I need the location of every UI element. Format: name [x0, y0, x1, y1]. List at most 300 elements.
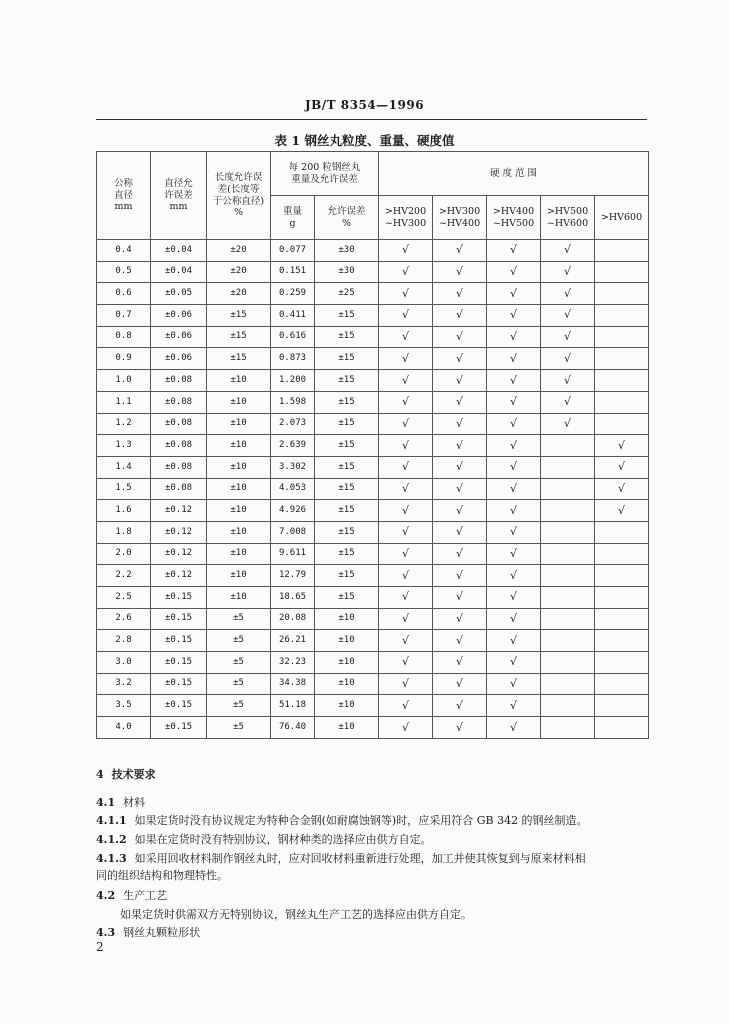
cell-weight-tolerance: ±10 [315, 608, 379, 630]
cell-hardness-3 [487, 521, 541, 543]
cell-weight-tolerance: ±10 [315, 673, 379, 695]
check-mark-icon: √ [563, 416, 571, 430]
check-mark-icon: √ [509, 416, 517, 430]
header-nominal-diameter [97, 152, 151, 240]
cell-hardness-1 [379, 261, 433, 283]
check-mark-icon: √ [509, 655, 517, 669]
cell-weight-tolerance: ±10 [315, 717, 379, 739]
cell-hardness-4 [541, 305, 595, 327]
check-mark-icon: √ [563, 330, 571, 344]
cell-hardness-4 [541, 435, 595, 457]
cell-nominal-diameter: 0.7 [97, 305, 151, 327]
header-text: 每 200 粒钢丝丸 [288, 161, 361, 173]
cell-weight: 20.08 [271, 608, 315, 630]
cell-diameter-tolerance: ±0.08 [151, 478, 207, 500]
cell-weight-tolerance: ±15 [315, 305, 379, 327]
check-mark-icon: √ [455, 612, 463, 626]
cell-hardness-2 [433, 673, 487, 695]
cell-hardness-4 [541, 652, 595, 674]
check-mark-icon: √ [455, 265, 463, 279]
cell-weight: 18.65 [271, 587, 315, 609]
cell-nominal-diameter: 0.8 [97, 326, 151, 348]
cell-hardness-1 [379, 435, 433, 457]
check-mark-icon: √ [401, 590, 409, 604]
cell-hardness-3 [487, 283, 541, 305]
cell-hardness-1 [379, 456, 433, 478]
check-mark-icon: √ [509, 612, 517, 626]
check-mark-icon: √ [509, 373, 517, 387]
cell-hardness-1 [379, 608, 433, 630]
cell-diameter-tolerance: ±0.15 [151, 717, 207, 739]
cell-hardness-1 [379, 717, 433, 739]
header-text: >HV500 [546, 205, 589, 217]
check-mark-icon: √ [455, 351, 463, 365]
cell-length-tolerance: ±10 [207, 565, 271, 587]
cell-hardness-3 [487, 630, 541, 652]
cell-hardness-4 [541, 608, 595, 630]
check-mark-icon: √ [401, 525, 409, 539]
check-mark-icon: √ [401, 547, 409, 561]
cell-nominal-diameter: 0.9 [97, 348, 151, 370]
cell-hardness-2 [433, 695, 487, 717]
cell-nominal-diameter: 1.0 [97, 370, 151, 392]
clause-4-1-3-continued [96, 868, 648, 884]
cell-hardness-3 [487, 370, 541, 392]
check-mark-icon: √ [563, 243, 571, 257]
cell-hardness-5 [595, 283, 649, 305]
section-4-1-heading [96, 795, 648, 811]
check-mark-icon: √ [401, 265, 409, 279]
cell-hardness-4 [541, 478, 595, 500]
cell-weight-tolerance: ±15 [315, 500, 379, 522]
cell-hardness-1 [379, 370, 433, 392]
check-mark-icon: √ [401, 308, 409, 322]
cell-weight: 51.18 [271, 695, 315, 717]
cell-weight: 2.073 [271, 413, 315, 435]
cell-weight-tolerance: ±15 [315, 391, 379, 413]
clause-4-1-3 [96, 851, 648, 867]
cell-hardness-1 [379, 240, 433, 262]
check-mark-icon: √ [509, 265, 517, 279]
cell-hardness-5 [595, 413, 649, 435]
cell-weight-tolerance: ±15 [315, 521, 379, 543]
header-text: 重量及允许误差 [291, 173, 358, 185]
cell-hardness-5 [595, 326, 649, 348]
check-mark-icon: √ [455, 286, 463, 300]
cell-hardness-5 [595, 370, 649, 392]
cell-hardness-3 [487, 478, 541, 500]
cell-diameter-tolerance: ±0.08 [151, 456, 207, 478]
check-mark-icon: √ [618, 481, 626, 495]
section-number: 4.2 [96, 889, 116, 902]
cell-diameter-tolerance: ±0.04 [151, 240, 207, 262]
cell-hardness-3 [487, 673, 541, 695]
table-row [97, 500, 649, 522]
cell-hardness-2 [433, 717, 487, 739]
table-row [97, 348, 649, 370]
cell-weight-tolerance: ±15 [315, 348, 379, 370]
check-mark-icon: √ [455, 503, 463, 517]
cell-weight: 2.639 [271, 435, 315, 457]
cell-diameter-tolerance: ±0.06 [151, 305, 207, 327]
cell-hardness-1 [379, 695, 433, 717]
cell-hardness-2 [433, 521, 487, 543]
section-title: 材料 [123, 796, 146, 809]
cell-nominal-diameter: 1.5 [97, 478, 151, 500]
table-row [97, 608, 649, 630]
cell-length-tolerance: ±5 [207, 695, 271, 717]
check-mark-icon: √ [509, 351, 517, 365]
cell-length-tolerance: ±15 [207, 348, 271, 370]
check-mark-icon: √ [509, 590, 517, 604]
cell-weight: 0.411 [271, 305, 315, 327]
cell-weight: 3.302 [271, 456, 315, 478]
clause-text: 如采用回收材料制作钢丝丸时，应对回收材料重新进行处理，加工并使其恢复到与原来材料相 [134, 852, 586, 865]
cell-weight-tolerance: ±10 [315, 695, 379, 717]
check-mark-icon: √ [563, 308, 571, 322]
clause-number: 4.1.1 [96, 814, 127, 827]
cell-weight: 4.053 [271, 478, 315, 500]
cell-length-tolerance: ±10 [207, 413, 271, 435]
table-row [97, 283, 649, 305]
page-number: 2 [96, 940, 104, 954]
header-text: >HV600 [600, 211, 643, 223]
cell-hardness-4 [541, 543, 595, 565]
cell-weight-tolerance: ±15 [315, 478, 379, 500]
check-mark-icon: √ [509, 286, 517, 300]
table-row [97, 261, 649, 283]
cell-hardness-2 [433, 326, 487, 348]
cell-hardness-2 [433, 435, 487, 457]
check-mark-icon: √ [618, 460, 626, 474]
header-hardness-5 [595, 196, 649, 240]
cell-weight-tolerance: ±15 [315, 370, 379, 392]
check-mark-icon: √ [401, 655, 409, 669]
check-mark-icon: √ [563, 286, 571, 300]
section-4-heading [96, 767, 648, 783]
check-mark-icon: √ [455, 481, 463, 495]
cell-hardness-1 [379, 543, 433, 565]
cell-hardness-2 [433, 240, 487, 262]
header-weight-group [271, 152, 379, 196]
check-mark-icon: √ [401, 373, 409, 387]
section-title: 技术要求 [111, 768, 156, 781]
cell-weight: 4.926 [271, 500, 315, 522]
check-mark-icon: √ [455, 720, 463, 734]
check-mark-icon: √ [455, 460, 463, 474]
check-mark-icon: √ [509, 698, 517, 712]
cell-hardness-2 [433, 500, 487, 522]
cell-hardness-3 [487, 348, 541, 370]
check-mark-icon: √ [455, 416, 463, 430]
cell-hardness-4 [541, 630, 595, 652]
cell-hardness-3 [487, 435, 541, 457]
table-row [97, 673, 649, 695]
check-mark-icon: √ [401, 243, 409, 257]
check-mark-icon: √ [401, 395, 409, 409]
cell-weight-tolerance: ±25 [315, 283, 379, 305]
cell-hardness-1 [379, 283, 433, 305]
cell-hardness-5 [595, 630, 649, 652]
check-mark-icon: √ [509, 503, 517, 517]
check-mark-icon: √ [401, 677, 409, 691]
cell-diameter-tolerance: ±0.05 [151, 283, 207, 305]
cell-hardness-1 [379, 673, 433, 695]
table-row [97, 435, 649, 457]
check-mark-icon: √ [509, 243, 517, 257]
clause-text: 如果定货时供需双方无特别协议，钢丝丸生产工艺的选择应由供方自定。 [120, 908, 472, 921]
check-mark-icon: √ [509, 395, 517, 409]
document-header: JB/T 8354—1996 [304, 98, 425, 112]
table-row [97, 391, 649, 413]
header-hardness-2 [433, 196, 487, 240]
check-mark-icon: √ [563, 373, 571, 387]
cell-weight: 0.873 [271, 348, 315, 370]
table-row [97, 413, 649, 435]
cell-nominal-diameter: 3.5 [97, 695, 151, 717]
cell-weight: 0.259 [271, 283, 315, 305]
cell-length-tolerance: ±5 [207, 608, 271, 630]
cell-nominal-diameter: 1.3 [97, 435, 151, 457]
cell-hardness-3 [487, 326, 541, 348]
check-mark-icon: √ [455, 395, 463, 409]
cell-hardness-2 [433, 587, 487, 609]
cell-nominal-diameter: 1.6 [97, 500, 151, 522]
check-mark-icon: √ [455, 568, 463, 582]
cell-hardness-5 [595, 565, 649, 587]
cell-diameter-tolerance: ±0.08 [151, 413, 207, 435]
clause-number: 4.1.2 [96, 833, 127, 846]
check-mark-icon: √ [455, 243, 463, 257]
check-mark-icon: √ [455, 373, 463, 387]
cell-weight-tolerance: ±15 [315, 413, 379, 435]
check-mark-icon: √ [509, 633, 517, 647]
check-mark-icon: √ [455, 677, 463, 691]
table-title: 表 1 钢丝丸粒度、重量、硬度值 [274, 133, 455, 148]
cell-diameter-tolerance: ±0.15 [151, 673, 207, 695]
cell-diameter-tolerance: ±0.15 [151, 608, 207, 630]
cell-length-tolerance: ±20 [207, 283, 271, 305]
cell-weight: 76.40 [271, 717, 315, 739]
cell-hardness-1 [379, 500, 433, 522]
cell-diameter-tolerance: ±0.15 [151, 587, 207, 609]
cell-hardness-2 [433, 630, 487, 652]
cell-hardness-4 [541, 240, 595, 262]
check-mark-icon: √ [455, 590, 463, 604]
cell-nominal-diameter: 0.4 [97, 240, 151, 262]
cell-hardness-2 [433, 261, 487, 283]
check-mark-icon: √ [455, 525, 463, 539]
check-mark-icon: √ [455, 308, 463, 322]
header-text: ~HV600 [546, 217, 589, 229]
header-text: 长度允许误 [214, 171, 263, 183]
cell-nominal-diameter: 2.2 [97, 565, 151, 587]
clause-number: 4.1.3 [96, 852, 127, 865]
cell-hardness-3 [487, 500, 541, 522]
check-mark-icon: √ [401, 351, 409, 365]
cell-length-tolerance: ±10 [207, 587, 271, 609]
cell-hardness-1 [379, 326, 433, 348]
cell-nominal-diameter: 4.0 [97, 717, 151, 739]
cell-weight-tolerance: ±10 [315, 630, 379, 652]
cell-hardness-3 [487, 391, 541, 413]
check-mark-icon: √ [455, 633, 463, 647]
check-mark-icon: √ [455, 698, 463, 712]
check-mark-icon: √ [401, 330, 409, 344]
cell-nominal-diameter: 2.5 [97, 587, 151, 609]
cell-hardness-3 [487, 587, 541, 609]
cell-hardness-4 [541, 370, 595, 392]
cell-nominal-diameter: 2.8 [97, 630, 151, 652]
header-text: 重量 [282, 205, 302, 217]
header-text: >HV400 [492, 205, 535, 217]
cell-hardness-1 [379, 652, 433, 674]
cell-diameter-tolerance: ±0.12 [151, 565, 207, 587]
cell-weight-tolerance: ±15 [315, 326, 379, 348]
section-4-2-heading [96, 888, 648, 904]
header-text: ~HV500 [492, 217, 535, 229]
cell-diameter-tolerance: ±0.04 [151, 261, 207, 283]
section-number: 4.3 [96, 926, 116, 939]
check-mark-icon: √ [401, 438, 409, 452]
table-row [97, 630, 649, 652]
cell-diameter-tolerance: ±0.06 [151, 348, 207, 370]
check-mark-icon: √ [509, 547, 517, 561]
cell-weight-tolerance: ±30 [315, 261, 379, 283]
cell-hardness-2 [433, 305, 487, 327]
cell-hardness-5 [595, 305, 649, 327]
table-row [97, 717, 649, 739]
cell-length-tolerance: ±10 [207, 435, 271, 457]
check-mark-icon: √ [509, 677, 517, 691]
cell-hardness-1 [379, 587, 433, 609]
cell-nominal-diameter: 2.0 [97, 543, 151, 565]
cell-hardness-1 [379, 478, 433, 500]
check-mark-icon: √ [509, 525, 517, 539]
cell-diameter-tolerance: ±0.12 [151, 500, 207, 522]
cell-weight: 1.200 [271, 370, 315, 392]
cell-weight: 7.008 [271, 521, 315, 543]
cell-hardness-5 [595, 521, 649, 543]
check-mark-icon: √ [618, 438, 626, 452]
cell-hardness-5 [595, 673, 649, 695]
cell-length-tolerance: ±10 [207, 478, 271, 500]
header-weight-tolerance [315, 196, 379, 240]
check-mark-icon: √ [509, 568, 517, 582]
cell-hardness-3 [487, 305, 541, 327]
cell-hardness-1 [379, 565, 433, 587]
cell-hardness-5 [595, 456, 649, 478]
section-number: 4.1 [96, 796, 116, 809]
cell-hardness-4 [541, 391, 595, 413]
cell-diameter-tolerance: ±0.06 [151, 326, 207, 348]
cell-diameter-tolerance: ±0.15 [151, 695, 207, 717]
check-mark-icon: √ [401, 481, 409, 495]
cell-length-tolerance: ±5 [207, 717, 271, 739]
cell-hardness-1 [379, 391, 433, 413]
table-row [97, 240, 649, 262]
cell-hardness-5 [595, 500, 649, 522]
cell-hardness-4 [541, 456, 595, 478]
header-weight [271, 196, 315, 240]
check-mark-icon: √ [401, 416, 409, 430]
cell-hardness-2 [433, 478, 487, 500]
cell-hardness-1 [379, 348, 433, 370]
cell-weight: 12.79 [271, 565, 315, 587]
header-text: mm [114, 201, 133, 213]
header-hardness-1 [379, 196, 433, 240]
cell-diameter-tolerance: ±0.08 [151, 370, 207, 392]
check-mark-icon: √ [401, 286, 409, 300]
cell-hardness-3 [487, 456, 541, 478]
check-mark-icon: √ [563, 265, 571, 279]
cell-length-tolerance: ±20 [207, 261, 271, 283]
cell-hardness-3 [487, 543, 541, 565]
cell-length-tolerance: ±10 [207, 500, 271, 522]
check-mark-icon: √ [401, 568, 409, 582]
section-4-2-text [96, 907, 672, 923]
cell-hardness-5 [595, 478, 649, 500]
cell-weight: 26.21 [271, 630, 315, 652]
cell-hardness-3 [487, 413, 541, 435]
header-text: 许误差 [164, 189, 193, 201]
cell-hardness-4 [541, 587, 595, 609]
check-mark-icon: √ [509, 438, 517, 452]
table-row [97, 565, 649, 587]
cell-hardness-5 [595, 608, 649, 630]
cell-hardness-5 [595, 391, 649, 413]
cell-weight-tolerance: ±15 [315, 456, 379, 478]
section-4-3-heading [96, 925, 648, 941]
header-text: ~HV400 [438, 217, 481, 229]
check-mark-icon: √ [509, 330, 517, 344]
header-text: % [233, 207, 244, 219]
cell-hardness-5 [595, 695, 649, 717]
check-mark-icon: √ [455, 330, 463, 344]
table-row [97, 521, 649, 543]
cell-hardness-2 [433, 456, 487, 478]
section-number: 4 [96, 768, 104, 781]
cell-nominal-diameter: 3.0 [97, 652, 151, 674]
header-text: 差(长度等 [217, 183, 260, 195]
cell-hardness-3 [487, 608, 541, 630]
check-mark-icon: √ [401, 460, 409, 474]
section-title: 钢丝丸颗粒形状 [123, 926, 201, 939]
cell-hardness-3 [487, 717, 541, 739]
cell-weight-tolerance: ±15 [315, 587, 379, 609]
header-text: >HV200 [384, 205, 427, 217]
cell-hardness-3 [487, 240, 541, 262]
cell-hardness-5 [595, 652, 649, 674]
table-row [97, 370, 649, 392]
cell-diameter-tolerance: ±0.08 [151, 391, 207, 413]
clause-4-1-1 [96, 813, 648, 829]
cell-weight: 1.598 [271, 391, 315, 413]
table-row [97, 652, 649, 674]
cell-hardness-4 [541, 695, 595, 717]
clause-4-1-2 [96, 832, 648, 848]
table-row [97, 305, 649, 327]
cell-weight-tolerance: ±15 [315, 543, 379, 565]
cell-nominal-diameter: 0.5 [97, 261, 151, 283]
table-row [97, 543, 649, 565]
header-text: g [289, 217, 296, 229]
check-mark-icon: √ [509, 308, 517, 322]
cell-hardness-5 [595, 261, 649, 283]
cell-nominal-diameter: 3.2 [97, 673, 151, 695]
cell-hardness-5 [595, 348, 649, 370]
cell-weight-tolerance: ±15 [315, 435, 379, 457]
